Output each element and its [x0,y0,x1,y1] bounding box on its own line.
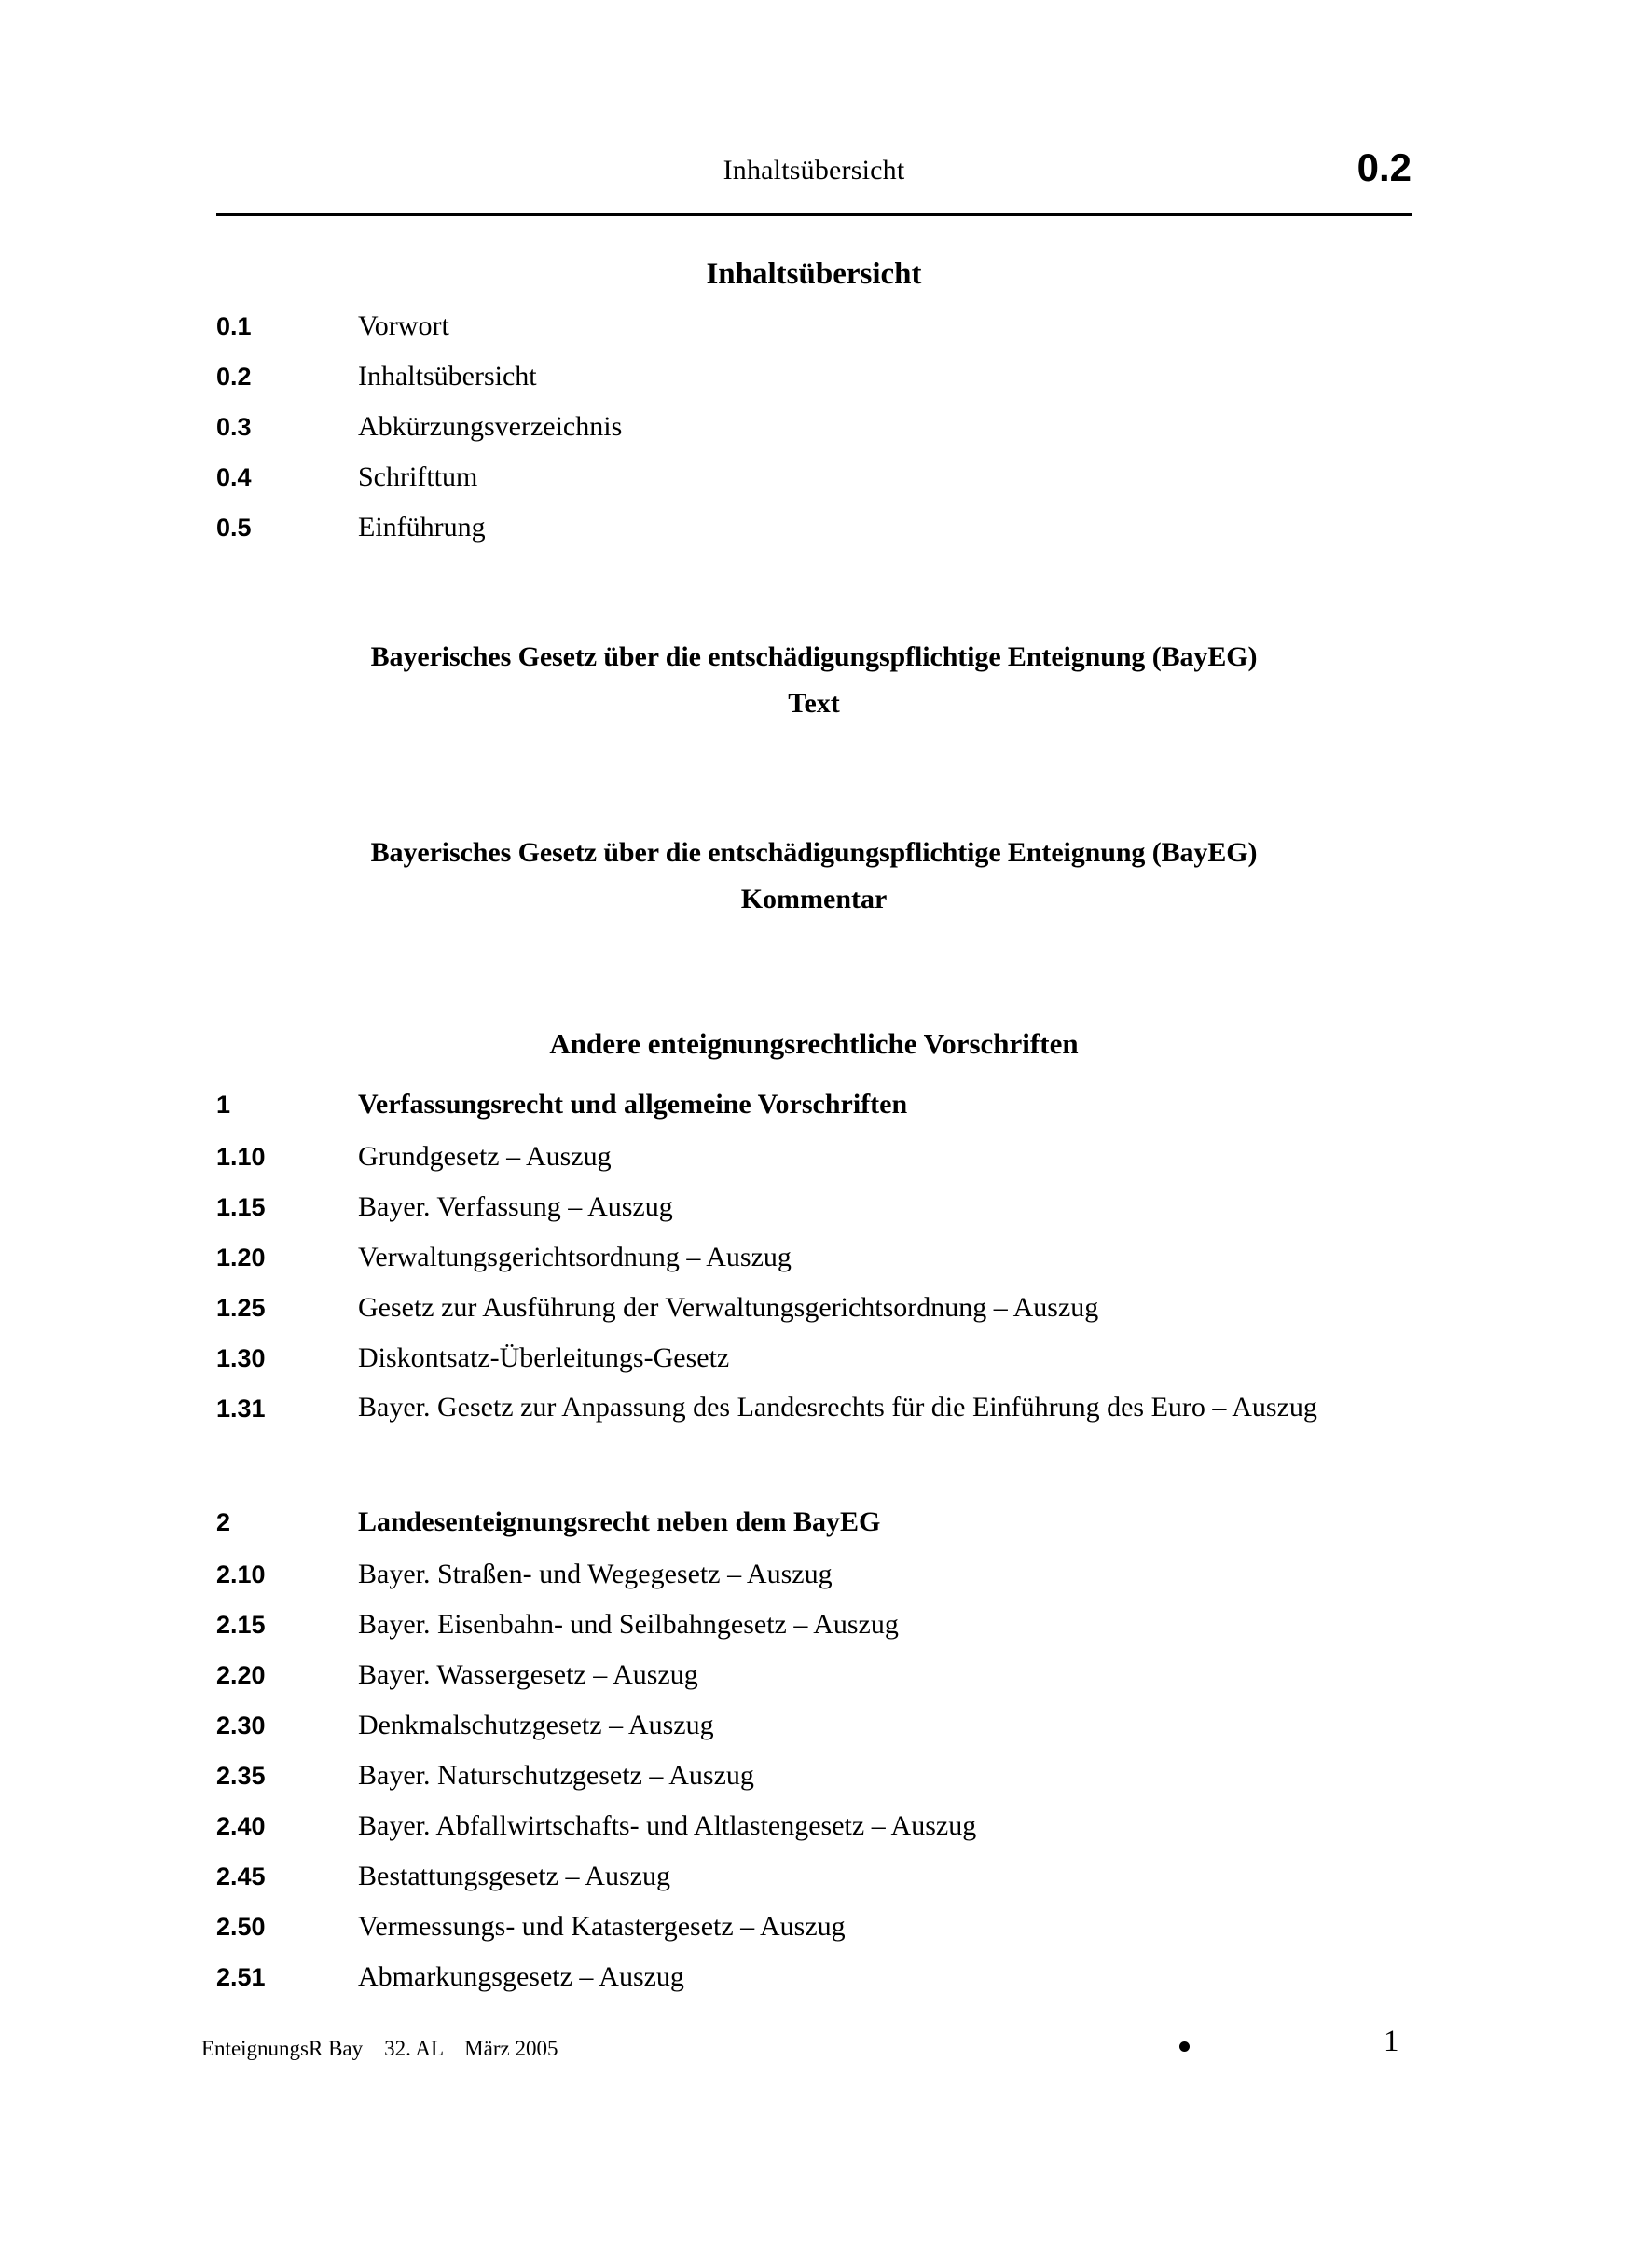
toc-entry-number: 2.45 [216,1863,266,1890]
toc-entry-number: 2.20 [216,1661,266,1689]
toc-entry-number: 1.20 [216,1244,266,1271]
toc-entry[interactable] [216,358,1412,395]
toc-entry[interactable] [216,1289,1412,1326]
toc-entry[interactable] [216,1239,1412,1276]
toc-section-number: 2 [216,1508,231,1536]
act-subtitle-line: Kommentar [740,884,888,914]
toc-entry-number: 1.10 [216,1143,266,1171]
footer-dot-icon [1179,2041,1190,2052]
toc-entry[interactable] [216,1656,1412,1694]
toc-entry-label: Vorwort [358,310,449,341]
toc-entry-label: Bayer. Verfassung – Auszug [358,1191,673,1222]
footer-imprint: EnteignungsR Bay 32. AL März 2005 [201,2037,558,2060]
toc-entry[interactable] [216,1808,1412,1845]
toc-entry-number: 1.15 [216,1193,266,1221]
toc-entry-number: 2.15 [216,1611,266,1639]
toc-entry-number: 2.50 [216,1913,266,1941]
toc-entry[interactable] [216,1340,1412,1377]
toc-entry-number: 2.51 [216,1963,266,1991]
act-heading-text [216,637,1412,730]
toc-entry[interactable] [216,1707,1412,1744]
toc-entry-number: 2.40 [216,1812,266,1840]
toc-entry-label: Abmarkungsgesetz – Auszug [358,1961,684,1992]
toc-entry-label: Bestattungsgesetz – Auszug [358,1861,670,1891]
running-head [216,145,1412,208]
section-1-list [216,1086,1412,1440]
toc-section-label: Verfassungsrecht und allgemeine Vorschriften [358,1089,908,1120]
toc-entry-number: 0.3 [216,413,252,441]
toc-entry-number: 1.25 [216,1294,266,1322]
page-title: Inhaltsübersicht [706,257,922,291]
other-provisions-heading: Andere enteignungsrechtliche Vorschriften [549,1027,1079,1060]
toc-entry-label: Bayer. Wassergesetz – Auszug [358,1659,698,1690]
toc-entry-label: Grundgesetz – Auszug [358,1141,612,1172]
toc-entry-number: 0.5 [216,514,252,542]
toc-entry[interactable] [216,1757,1412,1794]
toc-entry[interactable] [216,1858,1412,1895]
toc-entry[interactable] [216,1606,1412,1643]
section-2-list [216,1504,1412,2009]
toc-entry-number: 2.10 [216,1560,266,1588]
toc-entry-label: Bayer. Gesetz zur Anpassung des Landesrechts für die Einführung des Euro – Auszug [358,1392,1317,1423]
toc-entry-label: Gesetz zur Ausführung der Verwaltungsgerichtsordnung – Auszug [358,1292,1099,1323]
toc-entry-label: Vermessungs- und Katastergesetz – Auszug [358,1911,846,1942]
toc-section-heading[interactable] [216,1086,1412,1123]
toc-entry-label: Verwaltungsgerichtsordnung – Auszug [358,1242,792,1272]
toc-entry[interactable] [216,408,1412,446]
act-heading-commentary [216,832,1412,926]
toc-entry-label: Einführung [358,512,486,543]
toc-entry-label: Inhaltsübersicht [358,361,537,392]
act-subtitle-line: Text [788,688,840,719]
toc-entry[interactable] [216,459,1412,496]
toc-entry[interactable] [216,1189,1412,1226]
toc-entry-number: 0.2 [216,363,252,391]
act-title-line: Bayerisches Gesetz über die entschädigungspflichtige Enteignung (BayEG) [370,641,1258,672]
toc-entry-label: Bayer. Naturschutzgesetz – Auszug [358,1760,754,1791]
toc-entry-number: 1.30 [216,1344,266,1372]
toc-section-label: Landesenteignungsrecht neben dem BayEG [358,1506,881,1537]
toc-section-number: 1 [216,1091,231,1119]
toc-entry-label: Diskontsatz-Überleitungs-Gesetz [358,1342,730,1373]
running-head-folio: 0.2 [1357,145,1412,189]
toc-entry[interactable] [216,1390,1412,1427]
toc-entry-number: 1.31 [216,1395,266,1423]
toc-entry[interactable] [216,1959,1412,1996]
running-head-title: Inhaltsübersicht [723,155,905,186]
toc-entry-label: Schrifttum [358,461,478,492]
toc-entry[interactable] [216,1556,1412,1593]
footer-page-number: 1 [1384,2025,1399,2058]
toc-entry-label: Bayer. Abfallwirtschafts- und Altlastengesetz – Auszug [358,1810,977,1841]
toc-entry-label: Bayer. Straßen- und Wegegesetz – Auszug [358,1559,833,1589]
toc-entry[interactable] [216,1908,1412,1945]
act-title-line: Bayerisches Gesetz über die entschädigungspflichtige Enteignung (BayEG) [370,837,1258,868]
front-matter-list [216,308,1412,559]
toc-entry-number: 0.1 [216,312,252,340]
toc-entry-number: 2.35 [216,1762,266,1790]
toc-entry[interactable] [216,1138,1412,1175]
toc-entry[interactable] [216,308,1412,345]
toc-entry-number: 0.4 [216,463,252,491]
toc-entry-number: 2.30 [216,1711,266,1739]
toc-entry[interactable] [216,509,1412,546]
toc-section-heading[interactable] [216,1504,1412,1541]
toc-entry-label: Denkmalschutzgesetz – Auszug [358,1710,714,1740]
toc-entry-label: Bayer. Eisenbahn- und Seilbahngesetz – Auszug [358,1609,899,1640]
toc-entry-label: Abkürzungsverzeichnis [358,411,623,442]
header-rule [216,213,1412,216]
